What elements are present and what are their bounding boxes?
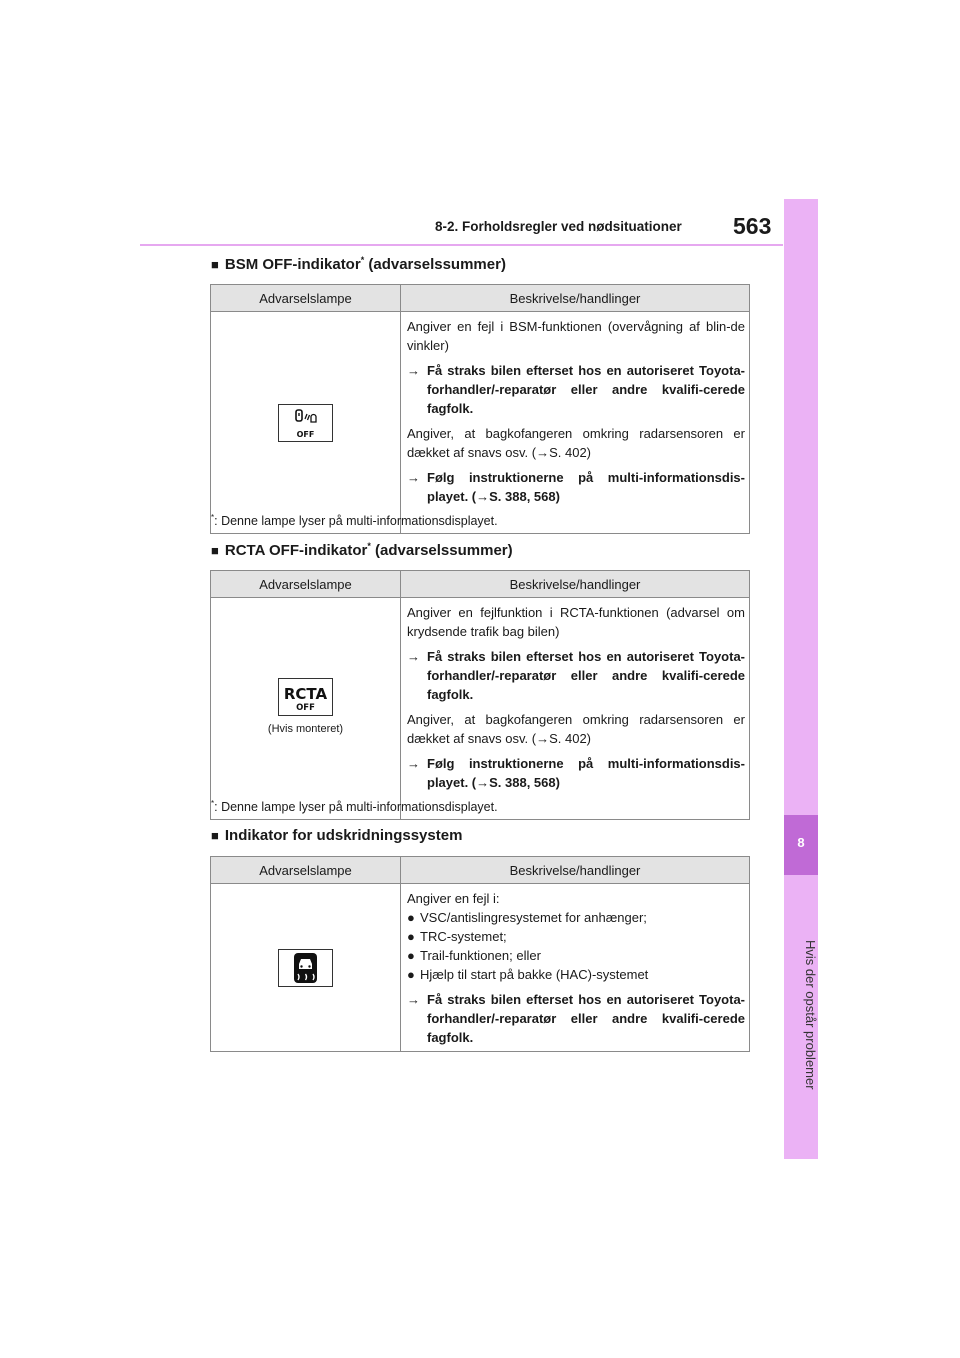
- bullet-dot-icon: ●: [407, 967, 415, 982]
- description-text: Angiver, at bagkofangeren omkring radarsensoren er dækket af snavs osv. (→S. 402): [407, 426, 745, 460]
- list-item: ● TRC-systemet;: [407, 929, 507, 944]
- action-item: → Følg instruktionerne på multi-informationsdis-playet. (→S. 388, 568): [407, 470, 745, 504]
- footnote: *: Denne lampe lyser på multi-informationsdisplayet.: [211, 799, 498, 815]
- description-text: Angiver en fejlfunktion i RCTA-funktionen (advarsel om krydsende trafik bag bilen): [407, 605, 745, 639]
- list-item: ● Trail-funktionen; eller: [407, 948, 541, 963]
- slip-indicator-icon: [278, 949, 333, 987]
- lamp-cell: [211, 598, 401, 820]
- arrow-icon: →: [407, 649, 420, 664]
- bullet-dot-icon: ●: [407, 929, 415, 944]
- bullet-dot-icon: ●: [407, 948, 415, 963]
- arrow-icon: →: [407, 470, 420, 485]
- chapter-title: Hvis der opstår problemer: [803, 940, 818, 1090]
- section-heading-rcta: ■ RCTA OFF-indikator* (advarselssummer): [211, 541, 513, 559]
- icon-label: OFF: [296, 429, 315, 439]
- action-item: → Få straks bilen efterset hos en autoriseret Toyota-forhandler/-reparatør eller andre kvalifi-cerede fagfolk.: [407, 363, 745, 416]
- description-cell: [401, 312, 750, 534]
- arrow-icon: →: [407, 363, 420, 378]
- lamp-caption: (Hvis monteret): [267, 723, 344, 735]
- description-cell: [401, 598, 750, 820]
- section-heading-slip: ■ Indikator for udskridningssystem: [211, 827, 463, 844]
- page-number: 563: [733, 213, 772, 239]
- section-heading-bsm: ■ BSM OFF-indikator* (advarselssummer): [211, 255, 506, 273]
- bullet-dot-icon: ●: [407, 910, 415, 925]
- square-bullet-icon: ■: [211, 543, 219, 558]
- column-header-lamp: Advarselslampe: [211, 857, 401, 884]
- lamp-cell: [211, 884, 401, 1052]
- action-item: → Få straks bilen efterset hos en autoriseret Toyota-forhandler/-reparatør eller andre kvalifi-cerede fagfolk.: [407, 992, 745, 1045]
- icon-label-bottom: OFF: [296, 703, 315, 713]
- description-text: Angiver en fejl i BSM-funktionen (overvågning af blin-de vinkler): [407, 319, 745, 353]
- list-item: ● Hjælp til start på bakke (HAC)-systemet: [407, 967, 649, 982]
- action-item: → Følg instruktionerne på multi-informationsdis-playet. (→S. 388, 568): [407, 756, 745, 790]
- arrow-icon: →: [407, 756, 420, 771]
- description-text: Angiver, at bagkofangeren omkring radarsensoren er dækket af snavs osv. (→S. 402): [407, 712, 745, 746]
- bsm-off-icon: [278, 404, 333, 442]
- column-header-lamp: Advarselslampe: [211, 285, 401, 312]
- column-header-description: Beskrivelse/handlinger: [401, 857, 750, 884]
- slip-table: [210, 856, 750, 1052]
- description-text: Angiver en fejl i:: [407, 891, 500, 906]
- square-bullet-icon: ■: [211, 828, 219, 843]
- column-header-description: Beskrivelse/handlinger: [401, 285, 750, 312]
- footnote: *: Denne lampe lyser på multi-informationsdisplayet.: [211, 513, 498, 529]
- chapter-number: 8: [797, 835, 805, 850]
- column-header-description: Beskrivelse/handlinger: [401, 571, 750, 598]
- list-item: ● VSC/antislingresystemet for anhænger;: [407, 910, 647, 925]
- action-item: → Få straks bilen efterset hos en autoriseret Toyota-forhandler/-reparatør eller andre kvalifi-cerede fagfolk.: [407, 649, 745, 702]
- square-bullet-icon: ■: [211, 257, 219, 272]
- column-header-lamp: Advarselslampe: [211, 571, 401, 598]
- lamp-cell: [211, 312, 401, 534]
- bsm-table: [210, 284, 750, 534]
- arrow-icon: →: [407, 992, 420, 1007]
- header-divider: [140, 244, 783, 246]
- icon-label-top: RCTA: [283, 685, 328, 703]
- description-cell: [401, 884, 750, 1052]
- rcta-off-icon: [278, 678, 333, 716]
- rcta-table: [210, 570, 750, 820]
- section-header-title: 8-2. Forholdsregler ved nødsituationer: [435, 219, 682, 234]
